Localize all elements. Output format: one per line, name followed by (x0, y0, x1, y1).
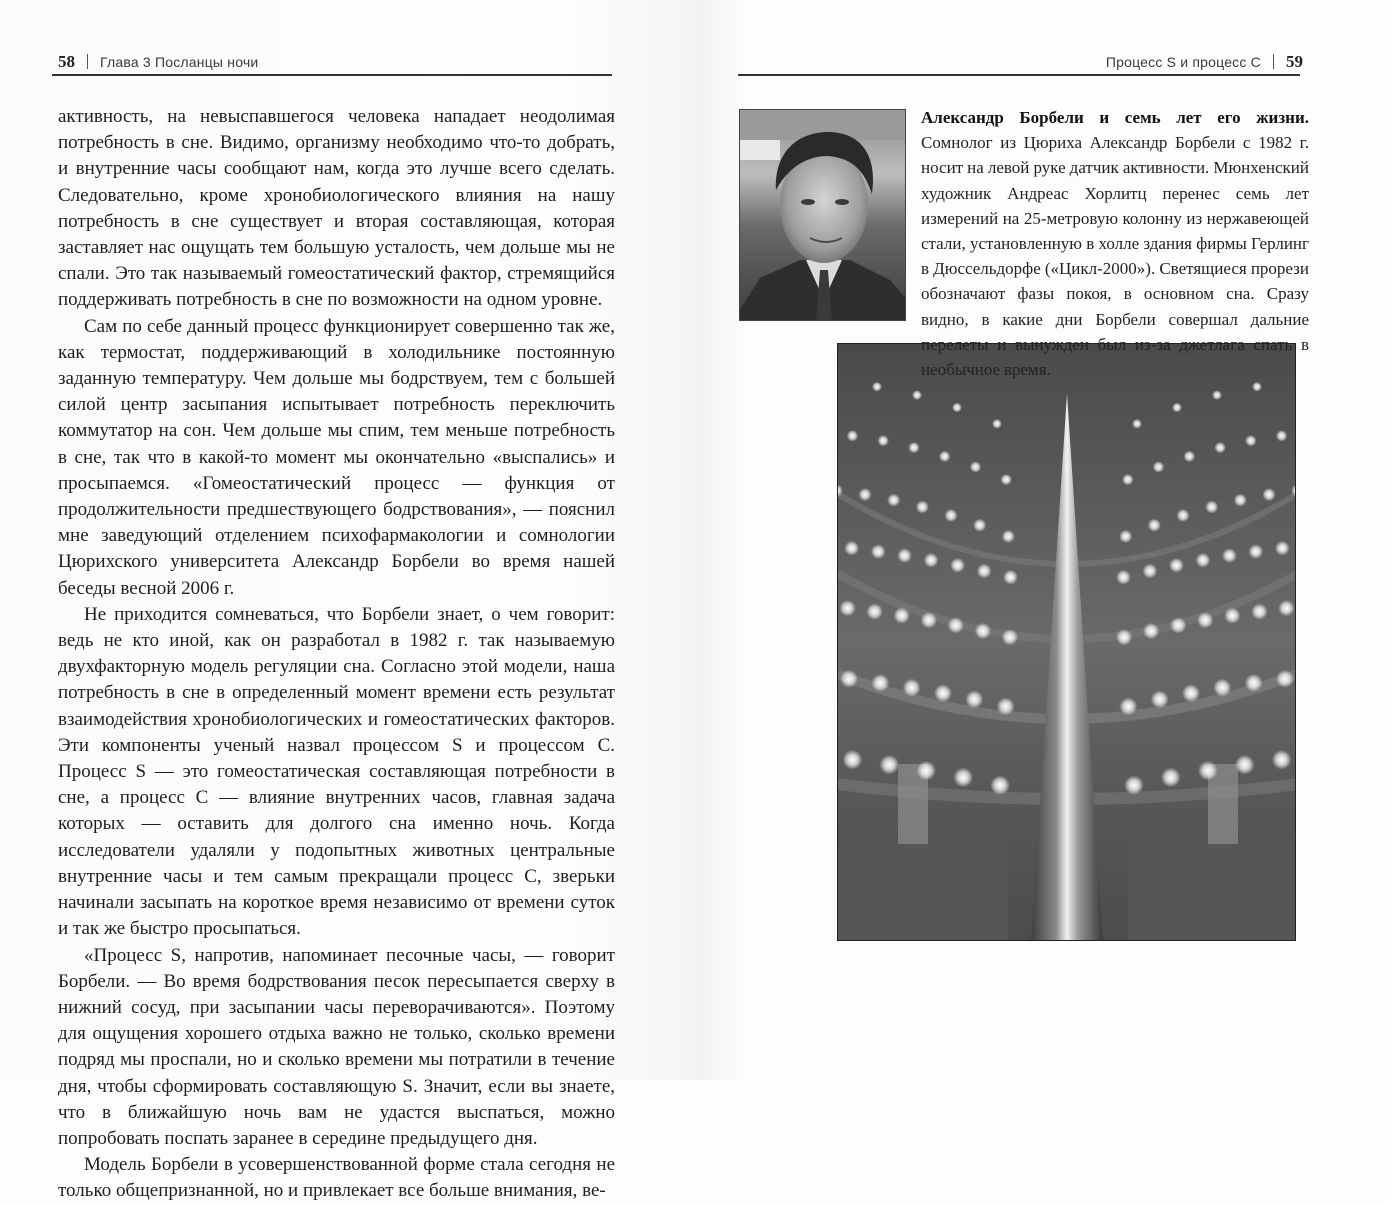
light-spot (1196, 553, 1211, 568)
light-spot (908, 442, 920, 454)
light-spot (1143, 623, 1159, 639)
light-spot (1184, 451, 1196, 463)
header-rule (52, 74, 612, 76)
light-spot (1161, 768, 1181, 788)
light-spot (1235, 755, 1255, 775)
light-spot (1234, 494, 1247, 507)
page-number: 59 (1286, 52, 1303, 71)
light-spot (1170, 617, 1186, 633)
light-spot (1252, 382, 1262, 392)
light-spot (871, 544, 886, 559)
section-title: Процесс S и процесс C (1105, 54, 1261, 70)
light-spot (921, 612, 937, 628)
light-spot (912, 390, 922, 400)
light-spot (1212, 390, 1222, 400)
paragraph: Модель Борбели в усовершенствованной форме стала сегодня не только общепризнанной, но и привлекает все больше внимания, ве- (58, 1154, 615, 1202)
light-spot (1278, 600, 1294, 616)
light-spot (970, 461, 982, 473)
light-spot (1172, 403, 1182, 413)
light-spot (939, 451, 951, 463)
paragraph: «Процесс S, напротив, напоминает песочные часы, — говорит Борбели. — Во время бодрствования песок пересыпается сверху в нижний сосуд, при засыпании часы переворачиваются». Поэтому для ощущения хорошего отдыха важно не только, сколько времени подряд мы проспали, но и сколько времени мы потратили в течение дня, чтобы сформировать составляющую S. Значит, если вы знаете, что в ближайшую ночь вам не удастся выспаться, можно попробовать поспать заранее в середине предыдущего дня. (58, 944, 615, 1149)
light-spot (1002, 629, 1018, 645)
light-spot (858, 488, 871, 501)
paragraph: активность, на невыспавшегося человека нападает неодолимая потребность в сне. Видимо, организму необходимо что-то добрать, и внутренние часы сообщают нам, когда это лучше всего сделать. Следовательно, кроме хронобиологического влияния на нашу потребность в сне существует и вторая составляющая, которая заставляет нас ощущать тем большую усталость, чем дольше мы не спали. Это так называемый гомеостатический фактор, стремящийся поддерживать потребность в сне по возможности на одном уровне. (58, 106, 615, 311)
light-spot (975, 623, 991, 639)
light-spot (847, 430, 859, 442)
light-spot (953, 768, 973, 788)
light-spot (1245, 674, 1263, 692)
header-separator (1273, 54, 1274, 69)
page-number: 58 (58, 52, 75, 71)
header-rule (738, 74, 1300, 76)
light-spot (1143, 564, 1158, 579)
column-illustration (838, 344, 1296, 941)
light-spot (894, 607, 910, 623)
chapter-title: Глава 3 Посланцы ночи (100, 54, 259, 70)
light-spot (1197, 612, 1213, 628)
light-spot (952, 403, 962, 413)
portrait-illustration (740, 110, 906, 321)
light-spot (916, 761, 936, 781)
header-separator (87, 54, 88, 69)
light-spot (1205, 500, 1218, 513)
light-spot (843, 750, 863, 770)
light-spot (839, 600, 855, 616)
running-head-left (58, 52, 258, 72)
light-spot (1214, 442, 1226, 454)
light-spot (872, 382, 882, 392)
light-spot (948, 617, 964, 633)
light-spot (965, 690, 983, 708)
light-spot (877, 435, 889, 447)
light-spot (950, 558, 965, 573)
light-spot (916, 500, 929, 513)
light-spot (866, 603, 882, 619)
light-spot (992, 419, 1002, 429)
light-spot (1276, 430, 1288, 442)
light-spot (903, 679, 921, 697)
body-text (58, 104, 615, 1205)
light-spot (1119, 697, 1137, 715)
light-spot (977, 564, 992, 579)
light-spot (997, 697, 1015, 715)
light-spot (1248, 544, 1263, 559)
light-spot (1153, 461, 1165, 473)
photo-caption (921, 105, 1309, 382)
light-spot (887, 494, 900, 507)
light-spot (1272, 750, 1292, 770)
light-spot (1198, 761, 1218, 781)
light-spot (1122, 474, 1134, 486)
light-spot (1148, 519, 1161, 532)
light-spot (897, 548, 912, 563)
caption-text: Сомнолог из Цюриха Александр Борбели с 1982 г. носит на левой руке датчик активности. Мюнхенский художник Андреас Хорлитц перенес семь лет измерений на 25-метровую колонну из нержавеющей стали, установленную в холле здания фирмы Герлинг в Дюссельдорфе («Цикл-2000»). Светящиеся прорези обозначают фазы покоя, в основном сна. Сразу видно, в какие дни Борбели совершал дальние перелеты и вынужден был из-за джетлага спать в необычное время. (921, 133, 1309, 380)
light-spot (844, 541, 859, 556)
light-spot (1116, 629, 1132, 645)
light-spot (1275, 541, 1290, 556)
light-spot (1251, 603, 1267, 619)
light-spot (1132, 419, 1142, 429)
light-spot (1222, 548, 1237, 563)
caption-title: Александр Борбели и семь лет его жизни. (921, 108, 1309, 127)
light-spot (973, 519, 986, 532)
left-page (0, 0, 695, 1202)
portrait-photo (739, 109, 906, 321)
light-spot (944, 509, 957, 522)
light-spot (1003, 570, 1018, 585)
light-spot (880, 755, 900, 775)
light-spot (924, 553, 939, 568)
light-spot (1176, 509, 1189, 522)
light-spot (1262, 488, 1275, 501)
column-photo (837, 343, 1296, 941)
light-spot (1002, 530, 1015, 543)
light-spot (990, 775, 1010, 795)
light-spot (1119, 530, 1132, 543)
light-spot (1182, 684, 1200, 702)
light-spot (1000, 474, 1012, 486)
light-spot (934, 684, 952, 702)
running-head-right (1106, 52, 1303, 72)
light-spot (1151, 690, 1169, 708)
light-spot (1169, 558, 1184, 573)
light-spot (1245, 435, 1257, 447)
light-spot (871, 674, 889, 692)
right-page (695, 0, 1391, 1080)
light-spot (840, 670, 858, 688)
light-spot (1116, 570, 1131, 585)
light-spot (1276, 670, 1294, 688)
light-spot (1124, 775, 1144, 795)
paragraph: Не приходится сомневаться, что Борбели знает, о чем говорит: ведь не кто иной, как он разработал в 1982 г. так называемую двухфакторную модель регуляции сна. Согласно этой модели, наша потребность в сне в определенный момент времени есть результат взаимодействия хронобиологических и гомеостатических факторов. Эти компоненты ученый назвал процессом S и процессом C. Процесс S — это гомеостатическая составляющая потребности в сне, а процесс C — влияние внутренних часов, главная задача которых — оставить для долгого сна именно ночь. Когда исследователи удаляли у подопытных животных центральные внутренние часы и тем самым прекращали процесс C, зверьки начинали засыпать на короткое время независимо от времени суток и так же быстро просыпаться. (58, 603, 615, 940)
paragraph: Сам по себе данный процесс функционирует совершенно так же, как термостат, поддерживающий в холодильнике постоянную заданную температуру. Чем дольше мы бодрствуем, тем с большей силой центр засыпания испытывает потребность переключить коммутатор на сон. Чем дольше мы спим, тем меньше потребность в сне, так что в какой-то момент мы окончательно «выспались» и просыпаемся. «Гомеостатический процесс — функция от продолжительности предшествующего бодрствования», — пояснил мне заведующий отделением психофармакологии и сомнологии Цюрихского университета Александр Борбели во время нашей беседы весной 2006 г. (58, 315, 615, 599)
light-spot (1224, 607, 1240, 623)
light-spot (1213, 679, 1231, 697)
